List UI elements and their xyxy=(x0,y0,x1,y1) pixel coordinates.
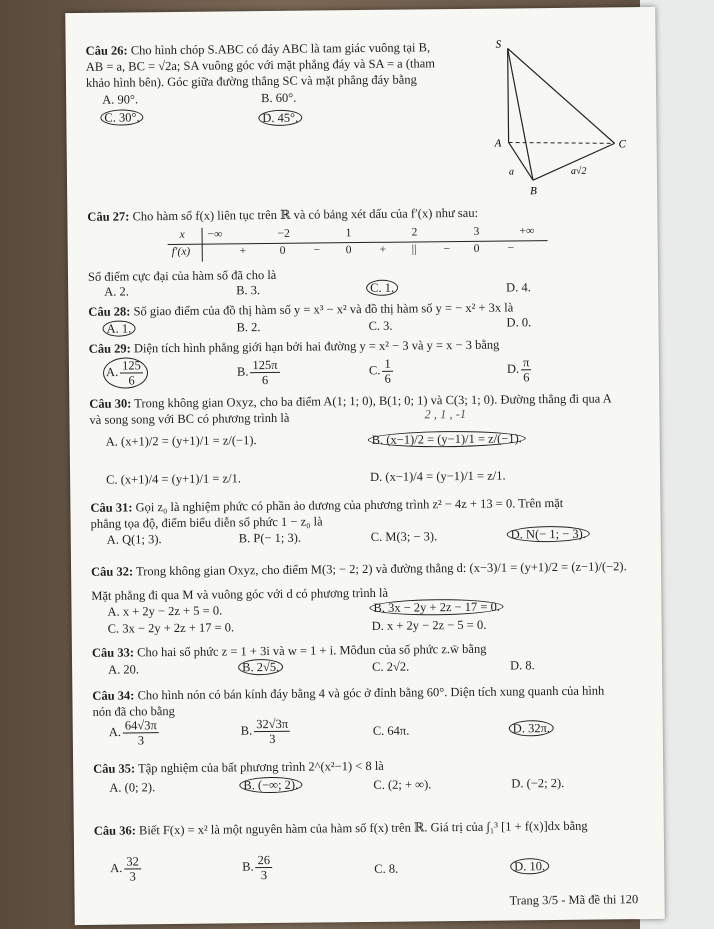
q27-option-c: C. 1. xyxy=(366,280,398,296)
q30-option-c: C. (x+1)/4 = (y+1)/1 = z/1. xyxy=(106,471,241,487)
q32-line1: Câu 32: Trong không gian Oxyz, cho điểm M(3; − 2; 2) và đường thẳng d: (x−3)/1 = (y+1)/2 = (z−1)/(−2). xyxy=(91,559,627,579)
q26-option-a: A. 90°. xyxy=(102,92,139,107)
q36-option-d: D. 10. xyxy=(510,858,549,874)
q27-option-b: B. 3. xyxy=(236,283,261,298)
q36-line1: Câu 36: Biết F(x) = x² là một nguyên hàm của hàm số f(x) trên ℝ. Giá trị của ∫₁³ [1 + f(x)]dx bằng xyxy=(93,818,588,838)
q35-option-a: A. (0; 2). xyxy=(109,780,156,795)
q27-line2: Số điểm cực đại của hàm số đã cho là xyxy=(87,267,277,284)
vertex-b: B xyxy=(530,185,537,198)
q26-line2: AB = a, BC = √2a; SA vuông góc với mặt phẳng đáy và SA = a (tham xyxy=(85,56,436,74)
q30-handwritten-note: 2 , 1 , -1 xyxy=(424,406,467,422)
sign-table-x-row: x −∞ −2 1 2 3 +∞ xyxy=(167,224,547,245)
q29-option-a: A. $\frac{125}{6}$ xyxy=(103,357,148,388)
q36-option-a: A. $\frac{32}{3}$ xyxy=(110,854,143,883)
q27-option-a: A. 2. xyxy=(104,284,129,299)
q30-option-a: A. (x+1)/2 = (y+1)/1 = z/(−1). xyxy=(105,433,257,449)
q33-option-d: D. 8. xyxy=(510,658,535,673)
q33-option-a: A. 20. xyxy=(108,662,140,677)
q26-option-d: D. 45°. xyxy=(258,110,302,126)
q32-option-d: D. x + 2y − 2z − 5 = 0. xyxy=(371,617,487,633)
vertex-s: S xyxy=(495,38,502,51)
q28-option-c: C. 3. xyxy=(368,318,393,333)
page-footer: Trang 3/5 - Mã đề thi 120 xyxy=(509,892,639,908)
q35-option-c: C. (2; + ∞). xyxy=(373,777,432,792)
q29-line1: Câu 29: Diện tích hình phẳng giới hạn bởi hai đường y = x² − 3 và y = x − 3 bằng xyxy=(88,337,500,356)
q26-line3: khảo hình bên). Góc giữa đường thẳng SC và mặt phẳng đáy bằng xyxy=(85,72,417,90)
q33-option-b: B. 2√5. xyxy=(238,659,283,675)
q28-option-b: B. 2. xyxy=(236,320,261,335)
q36-option-c: C. 8. xyxy=(374,861,399,876)
q31-option-c: C. M(3; − 3). xyxy=(370,529,438,544)
q28-option-a: A. 1. xyxy=(102,320,135,336)
q27-option-d: D. 4. xyxy=(506,280,531,295)
vertex-a: A xyxy=(494,137,502,150)
sign-table-derivative-row: f′(x) + 0 − 0 + || − 0 − xyxy=(171,242,515,259)
q32-option-a: A. x + 2y − 2z + 5 = 0. xyxy=(107,603,223,619)
q35-option-d: D. (−2; 2). xyxy=(511,775,565,791)
q26-option-c: C. 30°. xyxy=(100,109,143,125)
q26-line1: Câu 26: Cho hình chóp S.ABC có đáy ABC là tam giác vuông tại B, xyxy=(85,40,431,58)
q28-option-d: D. 0. xyxy=(506,315,532,330)
q33-line1: Câu 33: Cho hai số phức z = 1 + 3i và w = 1 + i. Môđun của số phức z.w̄ bằng xyxy=(91,641,487,660)
q26-option-b: B. 60°. xyxy=(261,90,297,106)
vertex-c: C xyxy=(618,138,627,151)
q32-option-c: C. 3x − 2y + 2z + 17 = 0. xyxy=(107,620,235,636)
q30-option-d: D. (x−1)/4 = (y−1)/1 = z/1. xyxy=(370,468,506,484)
q32-line2: Mặt phẳng đi qua M và vuông góc với d có phương trình là xyxy=(91,585,389,603)
side-label-a-sqrt2: a√2 xyxy=(570,165,587,177)
exam-page xyxy=(65,7,665,925)
q34-option-d: D. 32π. xyxy=(509,720,554,736)
sign-table xyxy=(167,224,547,262)
q31-line1: Câu 31: Gọi z₀ là nghiệm phức có phần ảo dương của phương trình z² − 4z + 13 = 0. Trên mặt xyxy=(90,495,564,515)
q31-option-b: B. P(− 1; 3). xyxy=(238,530,302,546)
q34-option-c: C. 64π. xyxy=(372,723,410,738)
q28-line1: Câu 28: Số giao điểm của đồ thị hàm số y = x³ − x² và đồ thị hàm số y = − x² + 3x là xyxy=(88,300,514,319)
pyramid-figure xyxy=(486,37,638,204)
q29-option-b: B. $\frac{125\pi}{6}$ xyxy=(237,358,282,387)
side-label-a: a xyxy=(508,166,514,178)
q30-option-b: B. (x−1)/2 = (y−1)/1 = z/(−1). xyxy=(368,430,526,448)
q29-option-c: C. $\frac{1}{6}$ xyxy=(368,356,391,386)
q34-line2: nón đã cho bằng xyxy=(92,704,175,719)
q33-option-c: C. 2√2. xyxy=(372,659,410,674)
q34-line1: Câu 34: Cho hình nón có bán kính đáy bằng 4 và góc ở đỉnh bằng 60°. Diện tích xung quanh của hình xyxy=(92,683,605,703)
q34-option-a: A. $\frac{64√3\pi}{3}$ xyxy=(109,718,161,748)
q35-option-b: B. (−∞; 2). xyxy=(239,777,302,794)
q31-line2: phẳng tọa độ, điểm biểu diễn số phức 1 − z₀ là xyxy=(90,514,323,531)
q30-line2: và song song với BC có phương trình là xyxy=(89,410,290,427)
q30-line1: Câu 30: Trong không gian Oxyz, cho ba điểm A(1; 1; 0), B(1; 0; 1) và C(3; 1; 0). Đường thẳng đi qua A xyxy=(89,391,612,411)
q35-line1: Câu 35: Tập nghiệm của bất phương trình 2^(x²−1) < 8 là xyxy=(93,758,384,776)
q29-option-d: D. $\frac{\pi}{6}$ xyxy=(506,355,530,385)
q27-line1: Câu 27: Cho hàm số f(x) liên tục trên ℝ và có bảng xét dấu của f′(x) như sau: xyxy=(87,205,479,224)
q32-option-b: B. 3x − 2y + 2z − 17 = 0. xyxy=(369,599,504,616)
q34-option-b: B. $\frac{32√3\pi}{3}$ xyxy=(241,717,293,747)
q36-option-b: B. $\frac{26}{3}$ xyxy=(242,853,274,882)
q31-option-d: D. N(− 1; − 3). xyxy=(507,526,590,543)
q31-option-a: A. Q(1; 3). xyxy=(106,532,162,547)
